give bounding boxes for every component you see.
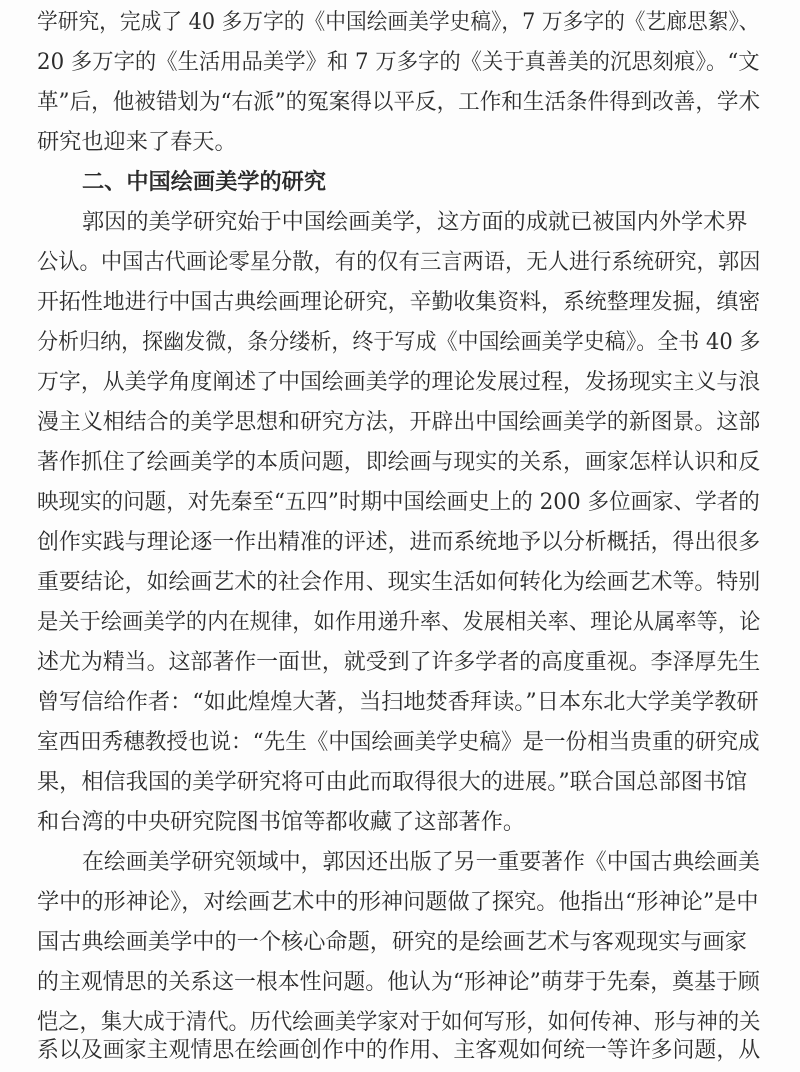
text-line: 系以及画家主观情思在绘画创作中的作用、主客观如何统一等许多问题，从 [37, 1037, 761, 1063]
text-line: 是关于绘画美学的内在规律，如作用递升率、发展相关率、理论从属率等，论 [37, 609, 761, 635]
text-line: 的主观情思的关系这一根本性问题。他认为“形神论”萌芽于先秦，奠基于顾 [37, 969, 760, 995]
text-line: 曾写信给作者：“如此煌煌大著，当扫地焚香拜读。”日本东北大学美学教研 [37, 689, 759, 715]
text-line: 郭因的美学研究始于中国绘画美学，这方面的成就已被国内外学术界 [82, 209, 748, 235]
text-line: 革”后，他被错划为“右派”的冤案得以平反，工作和生活条件得到改善，学术 [37, 89, 761, 115]
text-line: 室西田秀穗教授也说：“先生《中国绘画美学史稿》是一份相当贵重的研究成 [37, 729, 760, 755]
text-line: 映现实的问题，对先秦至“五四”时期中国绘画史上的 200 多位画家、学者的 [37, 489, 760, 515]
text-line: 果，相信我国的美学研究将可由此而取得很大的进展。”联合国总部图书馆 [37, 769, 748, 795]
text-line: 国古典绘画美学中的一个核心命题，研究的是绘画艺术与客观现实与画家 [37, 929, 747, 955]
text-line: 万字，从美学角度阐述了中国绘画美学的理论发展过程，发扬现实主义与浪 [37, 369, 761, 395]
text-line: 恺之，集大成于清代。历代绘画美学家对于如何写形，如何传神、形与神的关 [37, 1009, 761, 1035]
text-line: 著作抓住了绘画美学的本质问题，即绘画与现实的关系，画家怎样认识和反 [37, 449, 761, 475]
text-line: 研究也迎来了春天。 [37, 129, 237, 155]
text-line: 开拓性地进行中国古典绘画理论研究，辛勤收集资料，系统整理发掘，缜密 [37, 289, 761, 315]
text-line: 公认。中国古代画论零星分散，有的仅有三言两语，无人进行系统研究，郭因 [37, 249, 761, 275]
text-line: 学中的形神论》，对绘画艺术中的形神问题做了探究。他指出“形神论”是中 [37, 889, 759, 915]
text-line: 20 多万字的《生活用品美学》和 7 万多字的《关于真善美的沉思刻痕》。“文 [37, 49, 760, 75]
text-line: 重要结论，如绘画艺术的社会作用、现实生活如何转化为绘画艺术等。特别 [37, 569, 761, 595]
text-line: 和台湾的中央研究院图书馆等都收藏了这部著作。 [37, 809, 526, 835]
text-line: 分析归纳，探幽发微，条分缕析，终于写成《中国绘画美学史稿》。全书 40 多 [37, 329, 761, 355]
text-line: 漫主义相结合的美学思想和研究方法，开辟出中国绘画美学的新图景。这部 [37, 409, 761, 435]
text-line: 学研究，完成了 40 多万字的《中国绘画美学史稿》，7 万多字的《艺廊思絮》、 [37, 9, 760, 35]
text-line: 在绘画美学研究领域中，郭因还出版了另一重要著作《中国古典绘画美 [82, 849, 760, 875]
text-line: 创作实践与理论逐一作出精准的评述，进而系统地予以分析概括，得出很多 [37, 529, 761, 555]
section-heading: 二、中国绘画美学的研究 [82, 169, 327, 195]
text-line: 述尤为精当。这部著作一面世，就受到了许多学者的高度重视。李泽厚先生 [37, 649, 761, 675]
